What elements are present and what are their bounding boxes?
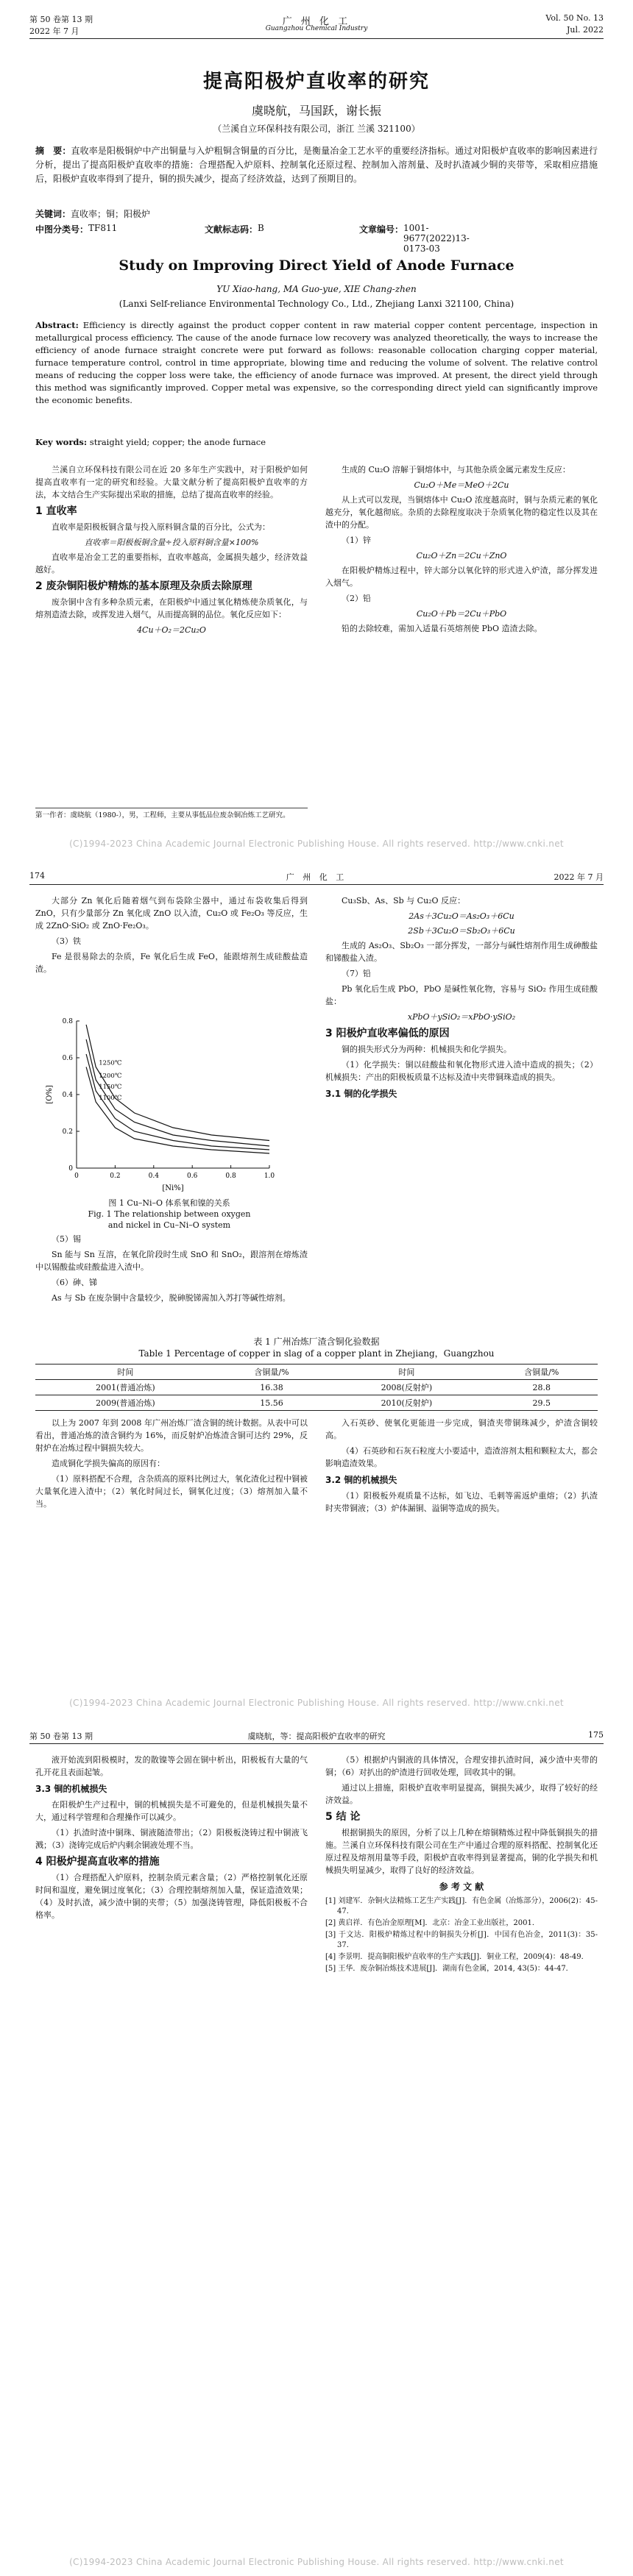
- running-header: [29, 13, 604, 39]
- figure-caption-en-1: Fig. 1 The relationship between oxygen: [88, 1209, 251, 1219]
- paragraph: 根据铜损失的原因，分析了以上几种在熔铜精炼过程中降低铜损失的措施。兰溪自立环保科技有限公司在生产中通过合理的原料搭配、控制氧化还原过程及熔剂用量等手段，阳极炉直收率得到显著提高，铜的化学损失和机械损失明显减少，取得了良好的经济效益。: [325, 1828, 598, 1875]
- subsection-heading: 3.2 铜的机械损失: [325, 1475, 397, 1485]
- abstract-en: [35, 319, 598, 407]
- running-header: [29, 871, 604, 885]
- body-right-column: [325, 894, 598, 1103]
- paragraph: （1）原料搭配不合理，含杂质高的原料比例过大，氧化渣化过程中铜被大量氧化进入渣中；（2）氧化时间过长，铜氧化过度；（3）熔剂加入量不当。: [35, 1474, 308, 1509]
- equation: 2Sb＋3Cu₂O＝Sb₂O₃＋6Cu: [408, 926, 515, 936]
- reference-item: [2] 黄启祥．有色冶金原理[M]．北京：冶金工业出版社，2001．: [325, 1919, 540, 1927]
- table-cell: 29.5: [486, 1395, 598, 1411]
- paragraph: （1）锌: [342, 536, 371, 545]
- doc-code-label: 文献标志码：: [205, 224, 258, 235]
- body-right-column: [325, 463, 598, 638]
- x-axis-label: [Ni%]: [162, 1184, 184, 1192]
- reference-item: [3] 于文达．阳极炉精炼过程中的铜损失分析[J]．中国有色冶金，2011(3)：35-37．: [325, 1931, 598, 1949]
- equation: Cu₂O＋Zn＝2Cu＋ZnO: [416, 551, 507, 561]
- equation: xPbO＋ySiO₂＝xPbO·ySiO₂: [407, 1012, 516, 1022]
- column-header: 时间: [328, 1365, 485, 1380]
- volume-issue-en: Vol. 50 No. 13: [545, 13, 604, 23]
- keywords-cn-label: 关键词：: [35, 209, 71, 219]
- x-tick-label: 0.4: [148, 1173, 159, 1180]
- abstract-cn: [35, 144, 598, 186]
- keywords-en-label: Key words:: [35, 437, 88, 447]
- table-cell: 28.8: [486, 1380, 598, 1395]
- table-cell: 2008(反射炉): [328, 1380, 485, 1395]
- paragraph: 直收率是阳极板铜含量与投入原料铜含量的百分比，公式为：: [52, 522, 270, 532]
- body-left-column-bottom: [35, 1417, 308, 1513]
- section-heading: 1 直收率: [35, 505, 77, 517]
- table-cell: 2009(普通冶炼): [35, 1395, 216, 1411]
- table-caption: [35, 1336, 598, 1359]
- date-en: Jul. 2022: [567, 25, 604, 35]
- x-tick-label: 0.2: [110, 1173, 121, 1180]
- keywords-cn-text: 直收率；铜；阳极炉: [71, 209, 151, 219]
- paragraph: 造成铜化学损失偏高的原因有：: [52, 1459, 165, 1468]
- article-title-cn: 提高阳极炉直收率的研究: [202, 71, 430, 93]
- body-left-column-lower: [35, 1233, 308, 1307]
- table-row: [35, 1380, 598, 1395]
- y-tick-label: 0.8: [62, 1018, 73, 1025]
- figure-caption: [29, 1198, 309, 1231]
- paragraph: Pb 氧化后生成 PbO，PbO 是碱性氧化物，容易与 SiO₂ 作用生成硅酸盐：: [325, 984, 598, 1006]
- paragraph: 入石英砂、使氧化更能进一步完成，铜渣夹带铜珠减少，炉渣含铜较高。: [325, 1418, 598, 1440]
- series-line: [86, 1039, 269, 1146]
- equation: 直收率＝阳极板铜含量÷投入原料铜含量×100%: [84, 538, 259, 547]
- article-number-value: 1001-9677(2022)13-0173-03: [403, 223, 470, 254]
- table-cell: 2001(普通冶炼): [35, 1380, 216, 1395]
- paragraph: 在阳极炉精炼过程中，锌大部分以氧化锌的形式进入炉渣，部分挥发进入烟气。: [325, 566, 598, 588]
- paragraph: （2）铅: [342, 594, 371, 603]
- paragraph: （5）锡: [52, 1234, 81, 1244]
- paragraph: 从上式可以发现，当铜熔体中 Cu₂O 浓度越高时，铜与杂质元素的氧化越充分，氧化越彻底。杂质的去除程度取决于杂质氧化物的稳定性以及其在渣中的分配。: [325, 495, 598, 530]
- table-caption-cn: 表 1 广州冶炼厂渣含铜化验数据: [253, 1337, 380, 1347]
- body-left-column: [35, 894, 308, 978]
- references-heading: 参 考 文 献: [439, 1882, 484, 1892]
- equation: Cu₂O＋Me＝MeO＋2Cu: [414, 480, 509, 490]
- running-header: [29, 1730, 604, 1744]
- paragraph: （4）石英砂和石灰石粒度大小要适中，造渣溶剂太粗和颗粒太大，都会影响造渣效果。: [325, 1446, 598, 1468]
- paragraph: 以上为 2007 年到 2008 年广州冶炼厂渣含铜的统计数据。从表中可以看出，普通冶炼的渣含铜约为 16%，而反射炉冶炼渣含铜可达约 29%，反射炉在冶炼过程中铜损失较大。: [35, 1418, 308, 1453]
- body-left-column: [35, 1754, 308, 1924]
- copyright-watermark: (C)1994-2023 China Academic Journal Electronic Publishing House. All rights reserved. http://www.cnki.net: [69, 1698, 564, 1708]
- paragraph: 兰溪自立环保科技有限公司在近 20 多年生产实践中，对于阳极炉如何提高直收率有一定的研究和经验。大量文献分析了提高阳极炉直收率的方法，本文结合生产实际提出采取的措施，总结了提高直收率的经验。: [35, 465, 308, 499]
- footnote: 第一作者：虞晓航（1980-），男，工程师，主要从事低品位废杂铜冶炼工艺研究。: [35, 808, 308, 820]
- subsection-heading: 3.3 铜的机械损失: [35, 1784, 107, 1794]
- table-header-row: [35, 1365, 598, 1380]
- journal-name-cn: 广 州 化 工: [282, 16, 351, 27]
- table-caption-en: Table 1 Percentage of copper in slag of a copper plant in Zhejiang，Guangzhou: [138, 1348, 495, 1359]
- volume-issue-cn: 第 50 卷第 13 期: [29, 15, 93, 24]
- authors-cn: 虞晓航，马国跃，谢长振: [251, 104, 381, 118]
- series-label: 1250℃: [99, 1059, 122, 1067]
- series-line: [86, 1067, 269, 1154]
- paragraph: （6）砷、锑: [52, 1278, 97, 1287]
- article-number: [359, 223, 470, 254]
- doc-code: [205, 223, 264, 235]
- y-tick-label: 0.6: [62, 1055, 73, 1062]
- paragraph: 废杂铜中含有多种杂质元素，在阳极炉中通过氧化精炼使杂质氧化，与熔剂造渣去除，或挥发进入烟气，从而提高铜的品位。氧化反应如下：: [35, 597, 308, 619]
- table-cell: 2010(反射炉): [328, 1395, 485, 1411]
- copyright-watermark: (C)1994-2023 China Academic Journal Electronic Publishing House. All rights reserved. http://www.cnki.net: [69, 839, 564, 849]
- equation: 4Cu＋O₂＝2Cu₂O: [137, 625, 206, 635]
- abstract-en-text: Efficiency is directly against the product copper content in raw material copper content percentage, inspection in metallurgical process efficiency. The cause of the anode furnace low recovery was analyzed theoretically, the ways to increase the efficiency of anode furnace straight concrete were put forward as follows: reasonable collocation charging copper material, furnace temperature control, control in time appropriate, blowing time and reducing the volume of solvent. The relative control means of reducing the copper loss were take, the efficiency of anode furnace was improved. At present, the direct yield through this method was significantly improved. Copper metal was expensive, so the corresponding direct yield can significantly improve the economic benefits.: [35, 320, 598, 405]
- paragraph: （1）阳极板外观质量不达标，如飞边、毛刺等需返炉重熔；（2）扒渣时夹带铜液；（3）炉体漏铜、溢铜等造成的损失。: [325, 1491, 598, 1513]
- journal-name-en: Guangzhou Chemical Industry: [265, 25, 368, 32]
- article-title-en: Study on Improving Direct Yield of Anode Furnace: [119, 257, 514, 274]
- running-title: 虞晓航，等：提高阳极炉直收率的研究: [247, 1732, 386, 1741]
- paragraph: 生成的 As₂O₃、Sb₂O₃ 一部分挥发，一部分与碱性熔剂作用生成砷酸盐和锑酸盐入渣。: [325, 941, 598, 963]
- column-header: 含铜量/%: [216, 1365, 328, 1380]
- paragraph: （1）合理搭配入炉原料，控制杂质元素含量；（2）严格控制氧化还原时间和温度，避免铜过度氧化；（3）合理控制熔剂加入量，保证造渣效果；（4）及时扒渣，减少渣中铜的夹带；（5）加强浇铸管理，降低阳极板不合格率。: [35, 1873, 308, 1920]
- x-tick-label: 0.6: [187, 1173, 198, 1180]
- table-cell: 15.56: [216, 1395, 328, 1411]
- reference-item: [1] 刘建军．杂铜火法精炼工艺生产实践[J]．有色金属（冶炼部分），2006(2)：45-47．: [325, 1897, 598, 1915]
- classification-row: [35, 223, 598, 254]
- paragraph: 通过以上措施，阳极炉直收率明显提高，铜损失减少，取得了较好的经济效益。: [325, 1783, 598, 1805]
- clc-label: 中图分类号：: [35, 224, 89, 235]
- page-number: 175: [588, 1730, 604, 1740]
- figure-1-chart: [41, 1011, 284, 1195]
- x-tick-label: 0: [74, 1173, 79, 1180]
- doc-code-value: B: [258, 223, 264, 233]
- column-header: 含铜量/%: [486, 1365, 598, 1380]
- reference-item: [5] 王华．废杂铜冶炼技术进展[J]．湖南有色金属，2014, 43(5)：44-47．: [325, 1965, 573, 1973]
- body-left-column: [35, 463, 308, 638]
- copyright-watermark: (C)1994-2023 China Academic Journal Electronic Publishing House. All rights reserved. http://www.cnki.net: [69, 2557, 564, 2567]
- affiliation-en: (Lanxi Self-reliance Environmental Technology Co., Ltd., Zhejiang Lanxi 321100, China): [119, 299, 514, 309]
- paragraph: Sn 能与 Sn 互溶，在氧化阶段时生成 SnO 和 SnO₂，跟溶剂在熔炼渣中以锡酸盐或硅酸盐进入渣中。: [35, 1250, 308, 1272]
- series-label: 1200℃: [99, 1072, 122, 1080]
- subsection-heading: 3.1 铜的化学损失: [325, 1089, 397, 1099]
- page-number: 174: [29, 871, 45, 880]
- paragraph: 生成的 Cu₂O 溶解于铜熔体中，与其他杂质金属元素发生反应：: [342, 465, 570, 474]
- y-tick-label: 0.4: [62, 1092, 73, 1099]
- equation: Cu₂O＋Pb＝2Cu＋PbO: [416, 609, 507, 619]
- y-tick-label: 0: [68, 1165, 73, 1173]
- section-heading: 4 阳极炉提高直收率的措施: [35, 1856, 160, 1868]
- chart-labels: [46, 1018, 275, 1192]
- volume-issue-cn: 第 50 卷第 13 期: [29, 1732, 93, 1741]
- figure-caption-en-2: and nickel in Cu–Ni–O system: [107, 1220, 231, 1230]
- paragraph: （1）化学损失：铜以硅酸盐和氧化物形式进入渣中造成的损失；（2）机械损失：产出的阳极板质量不达标及渣中夹带铜珠造成的损失。: [325, 1060, 598, 1082]
- table-cell: 16.38: [216, 1380, 328, 1395]
- x-tick-label: 1.0: [264, 1173, 275, 1180]
- journal-name-cn: 广 州 化 工: [286, 872, 347, 882]
- paragraph: As 与 Sb 在废杂铜中含量较少，脱砷脱锑需加入苏打等碱性熔剂。: [52, 1293, 291, 1303]
- abstract-cn-label: 摘 要：: [35, 146, 71, 156]
- section-heading: 2 废杂铜阳极炉精炼的基本原理及杂质去除原理: [35, 580, 252, 592]
- keywords-cn: [35, 207, 598, 220]
- y-tick-label: 0.2: [62, 1128, 73, 1136]
- paragraph: （1）扒渣时渣中铜珠、铜液随渣带出；（2）阳极板浇铸过程中铜液飞溅；（3）浇铸完成后炉内剩余铜液处理不当。: [35, 1828, 308, 1850]
- page-3: [0, 1717, 633, 2576]
- series-label: 1100℃: [99, 1095, 122, 1102]
- series-label: 1150℃: [99, 1084, 122, 1091]
- paragraph: 在阳极炉生产过程中，铜的机械损失是不可避免的，但是机械损失量不大，通过科学管理和合理操作可以减少。: [35, 1800, 308, 1822]
- abstract-cn-text: 直收率是阳极铜炉中产出铜量与入炉粗铜含铜量的百分比，是衡量冶金工艺水平的重要经济指标。通过对阳极炉直收率的影响因素进行分析，提出了提高阳极炉直收率的措施：合理搭配入炉原料、控制氧化还原过程、控制加入溶剂量、及时扒渣减少铜的夹带等，采取相应措施后，阳极炉直收率得到了提升，铜的损失减少，提高了经济效益，达到了预期目的。: [35, 146, 598, 184]
- paragraph: Cu₃Sb、As、Sb 与 Cu₂O 反应：: [342, 896, 466, 905]
- section-heading: 5 结 论: [325, 1811, 361, 1823]
- clc-number: [35, 223, 118, 235]
- equation: 2As＋3Cu₂O＝As₂O₃＋6Cu: [409, 911, 514, 921]
- y-axis-label: [O%]: [46, 1085, 54, 1104]
- paragraph: 直收率是冶金工艺的重要指标，直收率越高，金属损失越少，经济效益越好。: [35, 552, 308, 574]
- affiliation-cn: （兰溪自立环保科技有限公司，浙江 兰溪 321100）: [213, 124, 420, 134]
- series-line: [86, 1025, 269, 1141]
- date-cn: 2022 年 7 月: [554, 872, 604, 882]
- authors-en: YU Xiao-hang, MA Guo-yue, XIE Chang-zhen: [216, 284, 417, 294]
- paragraph: （5）根据炉内铜液的具体情况，合理安排扒渣时间，减少渣中夹带的铜；（6）对扒出的炉渣进行回收处理，回收其中的铜。: [325, 1755, 598, 1777]
- page-2: [0, 858, 633, 1717]
- section-heading: 3 阳极炉直收率偏低的原因: [325, 1028, 450, 1039]
- figure-caption-cn: 图 1 Cu–Ni–O 体系氧和镍的关系: [108, 1198, 230, 1208]
- keywords-en-text: straight yield; copper; the anode furnace: [89, 437, 266, 447]
- article-number-label: 文章编号：: [359, 224, 404, 235]
- abstract-en-label: Abstract:: [35, 320, 79, 330]
- paragraph: Fe 是很易除去的杂质，Fe 氧化后生成 FeO，能跟熔剂生成硅酸盐造渣。: [35, 952, 308, 974]
- x-tick-label: 0.8: [225, 1173, 236, 1180]
- table-row: [35, 1395, 598, 1411]
- keywords-en: [35, 437, 598, 447]
- paragraph: 铜的损失形式分为两种：机械损失和化学损失。: [342, 1045, 512, 1054]
- page-1: [0, 0, 633, 858]
- paragraph: （7）铅: [342, 969, 371, 978]
- date-cn: 2022 年 7 月: [29, 26, 79, 36]
- reference-item: [4] 李景明．提高铜阳极炉直收率的生产实践[J]．铜业工程，2009(4)：48-49．: [325, 1953, 589, 1961]
- paragraph: 大部分 Zn 氧化后随着烟气到布袋除尘器中，通过布袋收集后得到 ZnO，只有少量部分 Zn 氧化成 ZnO 以入渣，Cu₂O 或 Fe₂O₃ 等反应，生成 2ZnO·SiO₂ 或 ZnO·Fe₂O₃。: [35, 896, 308, 931]
- body-right-column: [325, 1754, 598, 1976]
- references: [325, 1881, 598, 1974]
- body-right-column-bottom: [325, 1417, 598, 1518]
- column-header: 时间: [35, 1365, 216, 1380]
- data-table: [35, 1364, 598, 1411]
- paragraph: 铅的去除较难，需加入适量石英熔剂使 PbO 造渣去除。: [342, 624, 542, 633]
- paragraph: （3）铁: [52, 936, 81, 946]
- paragraph: 液开始流到阳极模时，发的散镍等会固在铜中析出，阳极板有大量的气孔开花且表面起皱。: [35, 1755, 308, 1777]
- clc-value: TF811: [88, 223, 118, 233]
